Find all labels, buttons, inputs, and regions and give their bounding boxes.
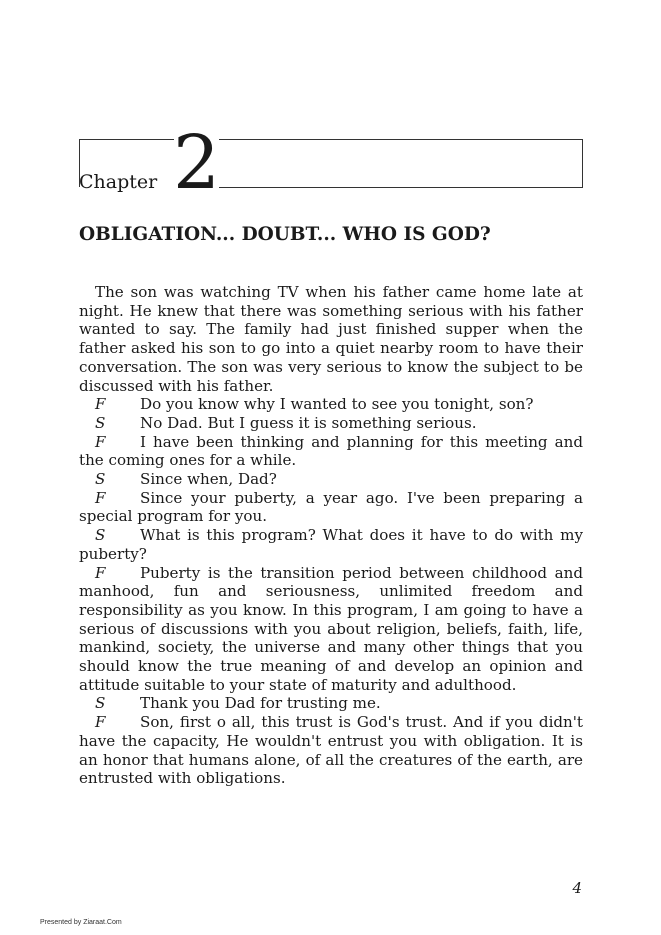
footer-credit: Presented by Ziaraat.Com — [40, 919, 122, 926]
chapter-frame-right — [219, 139, 583, 188]
chapter-title: OBLIGATION... DOUBT... WHO IS GOD? — [79, 224, 491, 245]
dialogue-text: Since when, Dad? — [140, 470, 277, 489]
dialogue-text: No Dad. But I guess it is something serious. — [140, 413, 477, 432]
dialogue-text: Since your puberty, a year ago. I've been preparing a special program for you. — [79, 488, 583, 526]
dialogue-text: Do you know why I wanted to see you tonight, son? — [140, 395, 534, 414]
speaker-label: S — [95, 526, 106, 545]
dialogue-line — [79, 526, 583, 563]
dialogue-line — [79, 470, 583, 489]
chapter-number: 2 — [173, 120, 221, 206]
dialogue-text: What is this program? What does it have to do with my puberty? — [79, 526, 583, 563]
dialogue-text: Thank you Dad for trusting me. — [140, 694, 381, 713]
speaker-label: F — [95, 395, 106, 414]
dialogue-line — [79, 489, 583, 526]
speaker-label: F — [95, 713, 106, 732]
dialogue-line — [79, 433, 583, 470]
dialogue-text: Son, first o all, this trust is God's trust. And if you didn't have the capacity, He wouldn't entrust you with obligation. It is an honor that humans alone, of all the creatures of the earth, are entrusted with obligations. — [79, 713, 583, 788]
paragraph-text: The son was watching TV when his father came home late at night. He knew that there was something serious with his father wanted to say. The family had just finished supper when the father asked his son to go into a quiet nearby room to have their conversation. The son was very serious to know the subject to be discussed with his father. — [79, 283, 583, 395]
dialogue-line — [79, 713, 583, 788]
dialogue-line — [79, 564, 583, 695]
speaker-label: S — [95, 413, 106, 432]
speaker-label: S — [95, 470, 106, 489]
dialogue-text: Puberty is the transition period between childhood and manhood, fun and seriousness, unlimited freedom and responsibility as you know. In this program, I am going to have a serious of discussions with you about religion, beliefs, faith, life, mankind, society, the universe and many other things that you should know the true meaning of and develop an opinion and attitude suitable to your state of maturity and adulthood. — [79, 563, 583, 694]
dialogue-text: I have been thinking and planning for this meeting and the coming ones for a while. — [79, 432, 583, 470]
paragraph — [79, 283, 583, 395]
dialogue-line — [79, 395, 583, 414]
speaker-label: F — [95, 563, 106, 582]
dialogue-line — [79, 414, 583, 433]
page-number: 4 — [572, 879, 582, 897]
speaker-label: S — [95, 694, 106, 713]
dialogue-line — [79, 694, 583, 713]
speaker-label: F — [95, 488, 106, 507]
speaker-label: F — [95, 432, 106, 451]
chapter-label: Chapter — [79, 171, 158, 193]
body-text — [79, 283, 583, 788]
